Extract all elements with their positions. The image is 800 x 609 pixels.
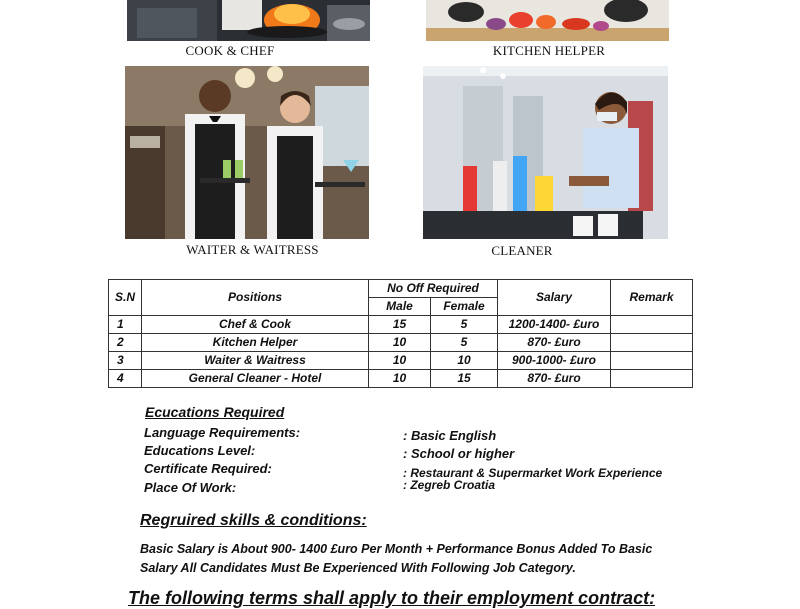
cleaner-caption: CLEANER [491, 243, 553, 258]
cell-remark [611, 334, 693, 352]
education-level-value: : School or higher [403, 446, 515, 461]
header-required: No Off Required [369, 280, 498, 298]
language-label: Language Requirements: [144, 425, 301, 440]
table-row [109, 352, 693, 370]
cell-position: Waiter & Waitress [142, 352, 369, 370]
education-level-label: Educations Level: [144, 443, 256, 458]
waiter-waitress-photo [125, 66, 369, 239]
cell-remark [611, 316, 693, 334]
kitchen-helper-photo [426, 0, 669, 41]
cell-male: 10 [369, 352, 431, 370]
language-value: : Basic English [403, 428, 497, 443]
skills-line-1: Basic Salary is About 900- 1400 £uro Per Month + Performance Bonus Added To Basic [140, 542, 653, 556]
header-female: Female [431, 298, 498, 316]
cell-salary: 1200-1400- £uro [498, 316, 611, 334]
cell-sn: 3 [109, 352, 142, 370]
kitchen-helper-caption: KITCHEN HELPER [492, 43, 606, 58]
cell-remark [611, 352, 693, 370]
header-remark: Remark [611, 280, 693, 316]
cell-position: General Cleaner - Hotel [142, 370, 369, 388]
cook-chef-photo [127, 0, 370, 41]
cell-male: 10 [369, 334, 431, 352]
skills-line-2: Salary All Candidates Must Be Experienced With Following Job Category. [140, 561, 576, 575]
skills-heading: Regruired skills & conditions: [140, 512, 367, 529]
table-row [109, 370, 693, 388]
cell-female: 5 [431, 334, 498, 352]
header-male: Male [369, 298, 431, 316]
waiter-waitress-caption: WAITER & WAITRESS [186, 242, 319, 257]
cleaner-photo [423, 66, 668, 239]
cell-male: 15 [369, 316, 431, 334]
header-salary: Salary [498, 280, 611, 316]
skills-paragraph [140, 540, 680, 578]
cell-sn: 2 [109, 334, 142, 352]
place-of-work-value: : Zegreb Croatia [403, 478, 496, 492]
cell-sn: 4 [109, 370, 142, 388]
certificate-value: : Restaurant & Supermarket Work Experience [403, 466, 663, 480]
cell-salary: 900-1000- £uro [498, 352, 611, 370]
cell-sn: 1 [109, 316, 142, 334]
table-row [109, 334, 693, 352]
cell-female: 5 [431, 316, 498, 334]
education-heading: Ecucations Required [145, 404, 285, 420]
cell-male: 10 [369, 370, 431, 388]
cell-female: 10 [431, 352, 498, 370]
cell-remark [611, 370, 693, 388]
cell-position: Chef & Cook [142, 316, 369, 334]
cell-position: Kitchen Helper [142, 334, 369, 352]
certificate-label: Certificate Required: [144, 461, 272, 476]
place-of-work-label: Place Of Work: [144, 480, 237, 495]
table-row [109, 316, 693, 334]
cook-chef-caption: COOK & CHEF [185, 43, 275, 58]
terms-heading: The following terms shall apply to their employment contract: [128, 588, 656, 608]
cell-salary: 870- £uro [498, 370, 611, 388]
cell-salary: 870- £uro [498, 334, 611, 352]
header-sn: S.N [109, 280, 142, 316]
header-positions: Positions [142, 280, 369, 316]
table-header-row [109, 280, 693, 298]
cell-female: 15 [431, 370, 498, 388]
positions-table [108, 279, 693, 388]
